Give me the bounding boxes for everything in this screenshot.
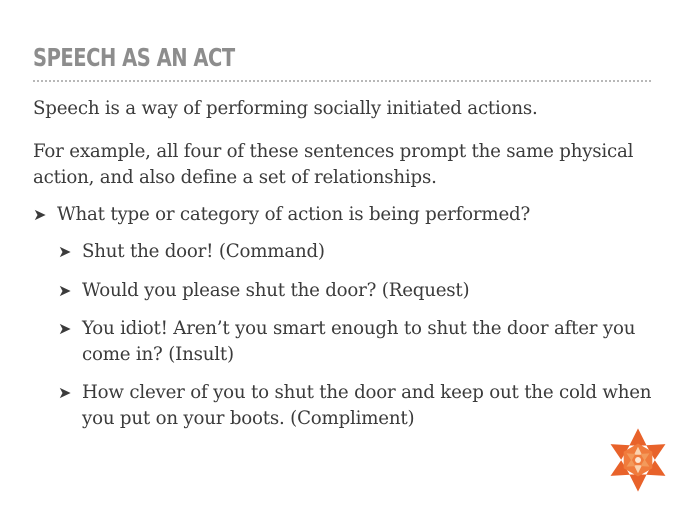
bullet-text: What type or category of action is being performed? — [57, 204, 531, 225]
paragraph-example: For example, all four of these sentences prompt the same physical action, and also define a set of relationships. — [33, 141, 634, 188]
arrow-bullet-icon: ➤ — [58, 242, 72, 261]
arrow-bullet-icon: ➤ — [33, 205, 47, 224]
bullet-item-request — [58, 278, 658, 304]
orange-star-logo-icon — [605, 427, 671, 493]
bullet-item-insult — [58, 316, 658, 368]
arrow-bullet-icon: ➤ — [58, 281, 72, 300]
bullet-text: You idiot! Aren’t you smart enough to shut the door after you come in? (Insult) — [82, 318, 636, 365]
paragraph-intro: Speech is a way of performing socially initiated actions. — [33, 98, 538, 119]
bullet-item-question — [33, 202, 653, 228]
arrow-bullet-icon: ➤ — [58, 319, 72, 338]
slide-title: SPEECH AS AN ACT — [33, 43, 235, 72]
bullet-item-command — [58, 239, 658, 265]
bullet-item-compliment — [58, 380, 658, 432]
bullet-text: How clever of you to shut the door and keep out the cold when you put on your boots. (Compliment) — [82, 382, 652, 429]
bullet-text: Shut the door! (Command) — [82, 241, 325, 262]
bullet-text: Would you please shut the door? (Request) — [82, 280, 470, 301]
title-divider — [33, 80, 651, 82]
arrow-bullet-icon: ➤ — [58, 383, 72, 402]
